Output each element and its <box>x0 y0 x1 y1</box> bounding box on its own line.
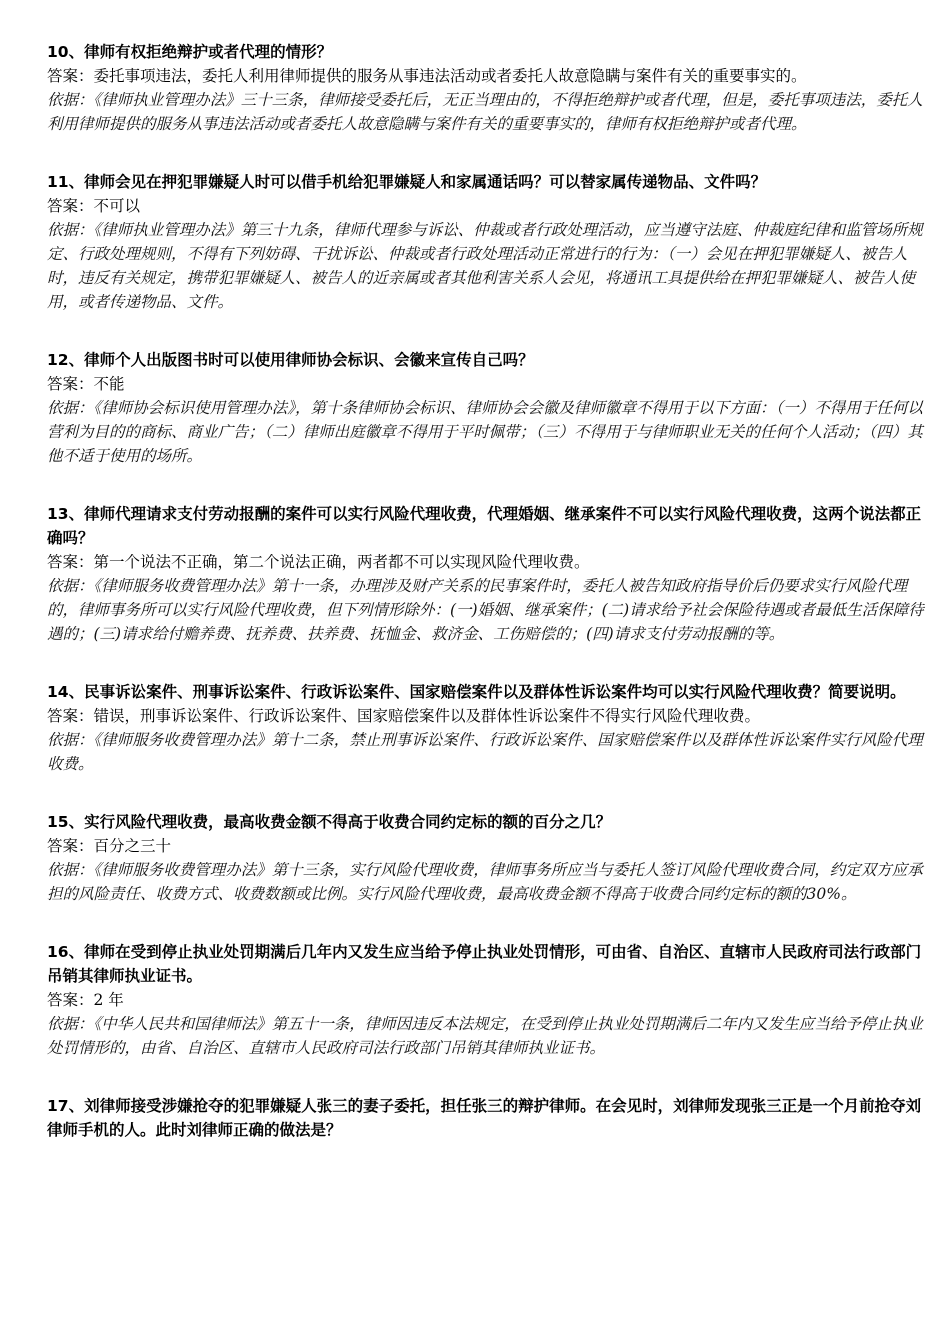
qa-item-16 <box>47 940 931 1060</box>
basis-prefix: 依据： <box>47 399 94 417</box>
basis-14 <box>47 728 931 776</box>
answer-text: 不能 <box>93 375 125 393</box>
answer-prefix: 答案： <box>47 991 94 1009</box>
answer-13 <box>47 550 931 574</box>
question-10: 10、律师有权拒绝辩护或者代理的情形？ <box>47 43 333 61</box>
document-page <box>47 40 931 1142</box>
answer-11 <box>47 194 931 218</box>
basis-text: 《律师服务收费管理办法》第十一条，办理涉及财产关系的民事案件时，委托人被告知政府指导价后仍要求实行风险代理的，律师事务所可以实行风险代理收费，但下列情形除外：(一)婚姻、继承案件；(二)请求给予社会保险待遇或者最低生活保障待遇的；(三)请求给付赡养费、抚养费、扶养费、抚恤金、救济金、工伤赔偿的；(四)请求支付劳动报酬的等。 <box>47 577 924 643</box>
basis-prefix: 依据： <box>47 731 94 749</box>
qa-item-12 <box>47 348 931 468</box>
answer-15 <box>47 834 931 858</box>
answer-prefix: 答案： <box>47 553 94 571</box>
basis-15 <box>47 858 931 906</box>
basis-16 <box>47 1012 931 1060</box>
qa-item-11 <box>47 170 931 314</box>
answer-14 <box>47 704 931 728</box>
answer-12 <box>47 372 931 396</box>
answer-text: 委托事项违法，委托人利用律师提供的服务从事违法活动或者委托人故意隐瞒与案件有关的重要事实的。 <box>93 67 807 85</box>
basis-prefix: 依据： <box>47 91 94 109</box>
basis-prefix: 依据： <box>47 861 94 879</box>
basis-text: 《律师执业管理办法》三十三条，律师接受委托后，无正当理由的，不得拒绝辩护或者代理，但是，委托事项违法，委托人利用律师提供的服务从事违法活动或者委托人故意隐瞒与案件有关的重要事实的，律师有权拒绝辩护或者代理。 <box>47 91 923 133</box>
basis-prefix: 依据： <box>47 1015 94 1033</box>
basis-12 <box>47 396 931 468</box>
answer-10 <box>47 64 931 88</box>
answer-prefix: 答案： <box>47 375 94 393</box>
answer-prefix: 答案： <box>47 707 94 725</box>
basis-13 <box>47 574 931 646</box>
basis-text: 《中华人民共和国律师法》第五十一条，律师因违反本法规定，在受到停止执业处罚期满后二年内又发生应当给予停止执业处罚情形的，由省、自治区、直辖市人民政府司法行政部门吊销其律师执业证书。 <box>47 1015 923 1057</box>
basis-text: 《律师执业管理办法》第三十九条，律师代理参与诉讼、仲裁或者行政处理活动，应当遵守法庭、仲裁庭纪律和监管场所规定、行政处理规则，不得有下列妨碍、干扰诉讼、仲裁或者行政处理活动正常进行的行为：（一）会见在押犯罪嫌疑人、被告人时，违反有关规定，携带犯罪嫌疑人、被告人的近亲属或者其他利害关系人会见，将通讯工具提供给在押犯罪嫌疑人、被告人使用，或者传递物品、文件。 <box>47 221 923 311</box>
qa-item-14 <box>47 680 931 776</box>
qa-item-17 <box>47 1094 931 1142</box>
question-12: 12、律师个人出版图书时可以使用律师协会标识、会徽来宣传自己吗？ <box>47 351 534 369</box>
question-13: 13、律师代理请求支付劳动报酬的案件可以实行风险代理收费，代理婚姻、继承案件不可以实行风险代理收费，这两个说法都正确吗？ <box>47 505 922 547</box>
question-17: 17、刘律师接受涉嫌抢夺的犯罪嫌疑人张三的妻子委托，担任张三的辩护律师。在会见时，刘律师发现张三正是一个月前抢夺刘律师手机的人。此时刘律师正确的做法是？ <box>47 1097 922 1139</box>
answer-text: 不可以 <box>93 197 141 215</box>
answer-text: 2 年 <box>93 991 124 1009</box>
question-14: 14、民事诉讼案件、刑事诉讼案件、行政诉讼案件、国家赔偿案件以及群体性诉讼案件均可以实行风险代理收费？简要说明。 <box>47 683 906 701</box>
answer-prefix: 答案： <box>47 837 94 855</box>
basis-10 <box>47 88 931 136</box>
answer-text: 错误，刑事诉讼案件、行政诉讼案件、国家赔偿案件以及群体性诉讼案件不得实行风险代理收费。 <box>93 707 761 725</box>
question-11: 11、律师会见在押犯罪嫌疑人时可以借手机给犯罪嫌疑人和家属通话吗？可以替家属传递物品、文件吗？ <box>47 173 767 191</box>
basis-prefix: 依据： <box>47 221 94 239</box>
qa-item-15 <box>47 810 931 906</box>
basis-text: 《律师服务收费管理办法》第十三条，实行风险代理收费，律师事务所应当与委托人签订风险代理收费合同，约定双方应承担的风险责任、收费方式、收费数额或比例。实行风险代理收费，最高收费金额不得高于收费合同约定标的额的30%。 <box>47 861 923 903</box>
answer-text: 百分之三十 <box>93 837 172 855</box>
basis-11 <box>47 218 931 314</box>
answer-prefix: 答案： <box>47 197 94 215</box>
question-16: 16、律师在受到停止执业处罚期满后几年内又发生应当给予停止执业处罚情形，可由省、自治区、直辖市人民政府司法行政部门吊销其律师执业证书。 <box>47 943 922 985</box>
qa-item-13 <box>47 502 931 646</box>
basis-text: 《律师服务收费管理办法》第十二条，禁止刑事诉讼案件、行政诉讼案件、国家赔偿案件以及群体性诉讼案件实行风险代理收费。 <box>47 731 923 773</box>
qa-item-10 <box>47 40 931 136</box>
question-15: 15、实行风险代理收费，最高收费金额不得高于收费合同约定标的额的百分之几？ <box>47 813 612 831</box>
basis-prefix: 依据： <box>47 577 94 595</box>
answer-text: 第一个说法不正确，第二个说法正确，两者都不可以实现风险代理收费。 <box>93 553 590 571</box>
basis-text: 《律师协会标识使用管理办法》，第十条律师协会标识、律师协会会徽及律师徽章不得用于以下方面：（一）不得用于任何以营利为目的的商标、商业广告；（二）律师出庭徽章不得用于平时佩带；（三）不得用于与律师职业无关的任何个人活动；（四）其他不适于使用的场所。 <box>47 399 923 465</box>
answer-16 <box>47 988 931 1012</box>
answer-prefix: 答案： <box>47 67 94 85</box>
